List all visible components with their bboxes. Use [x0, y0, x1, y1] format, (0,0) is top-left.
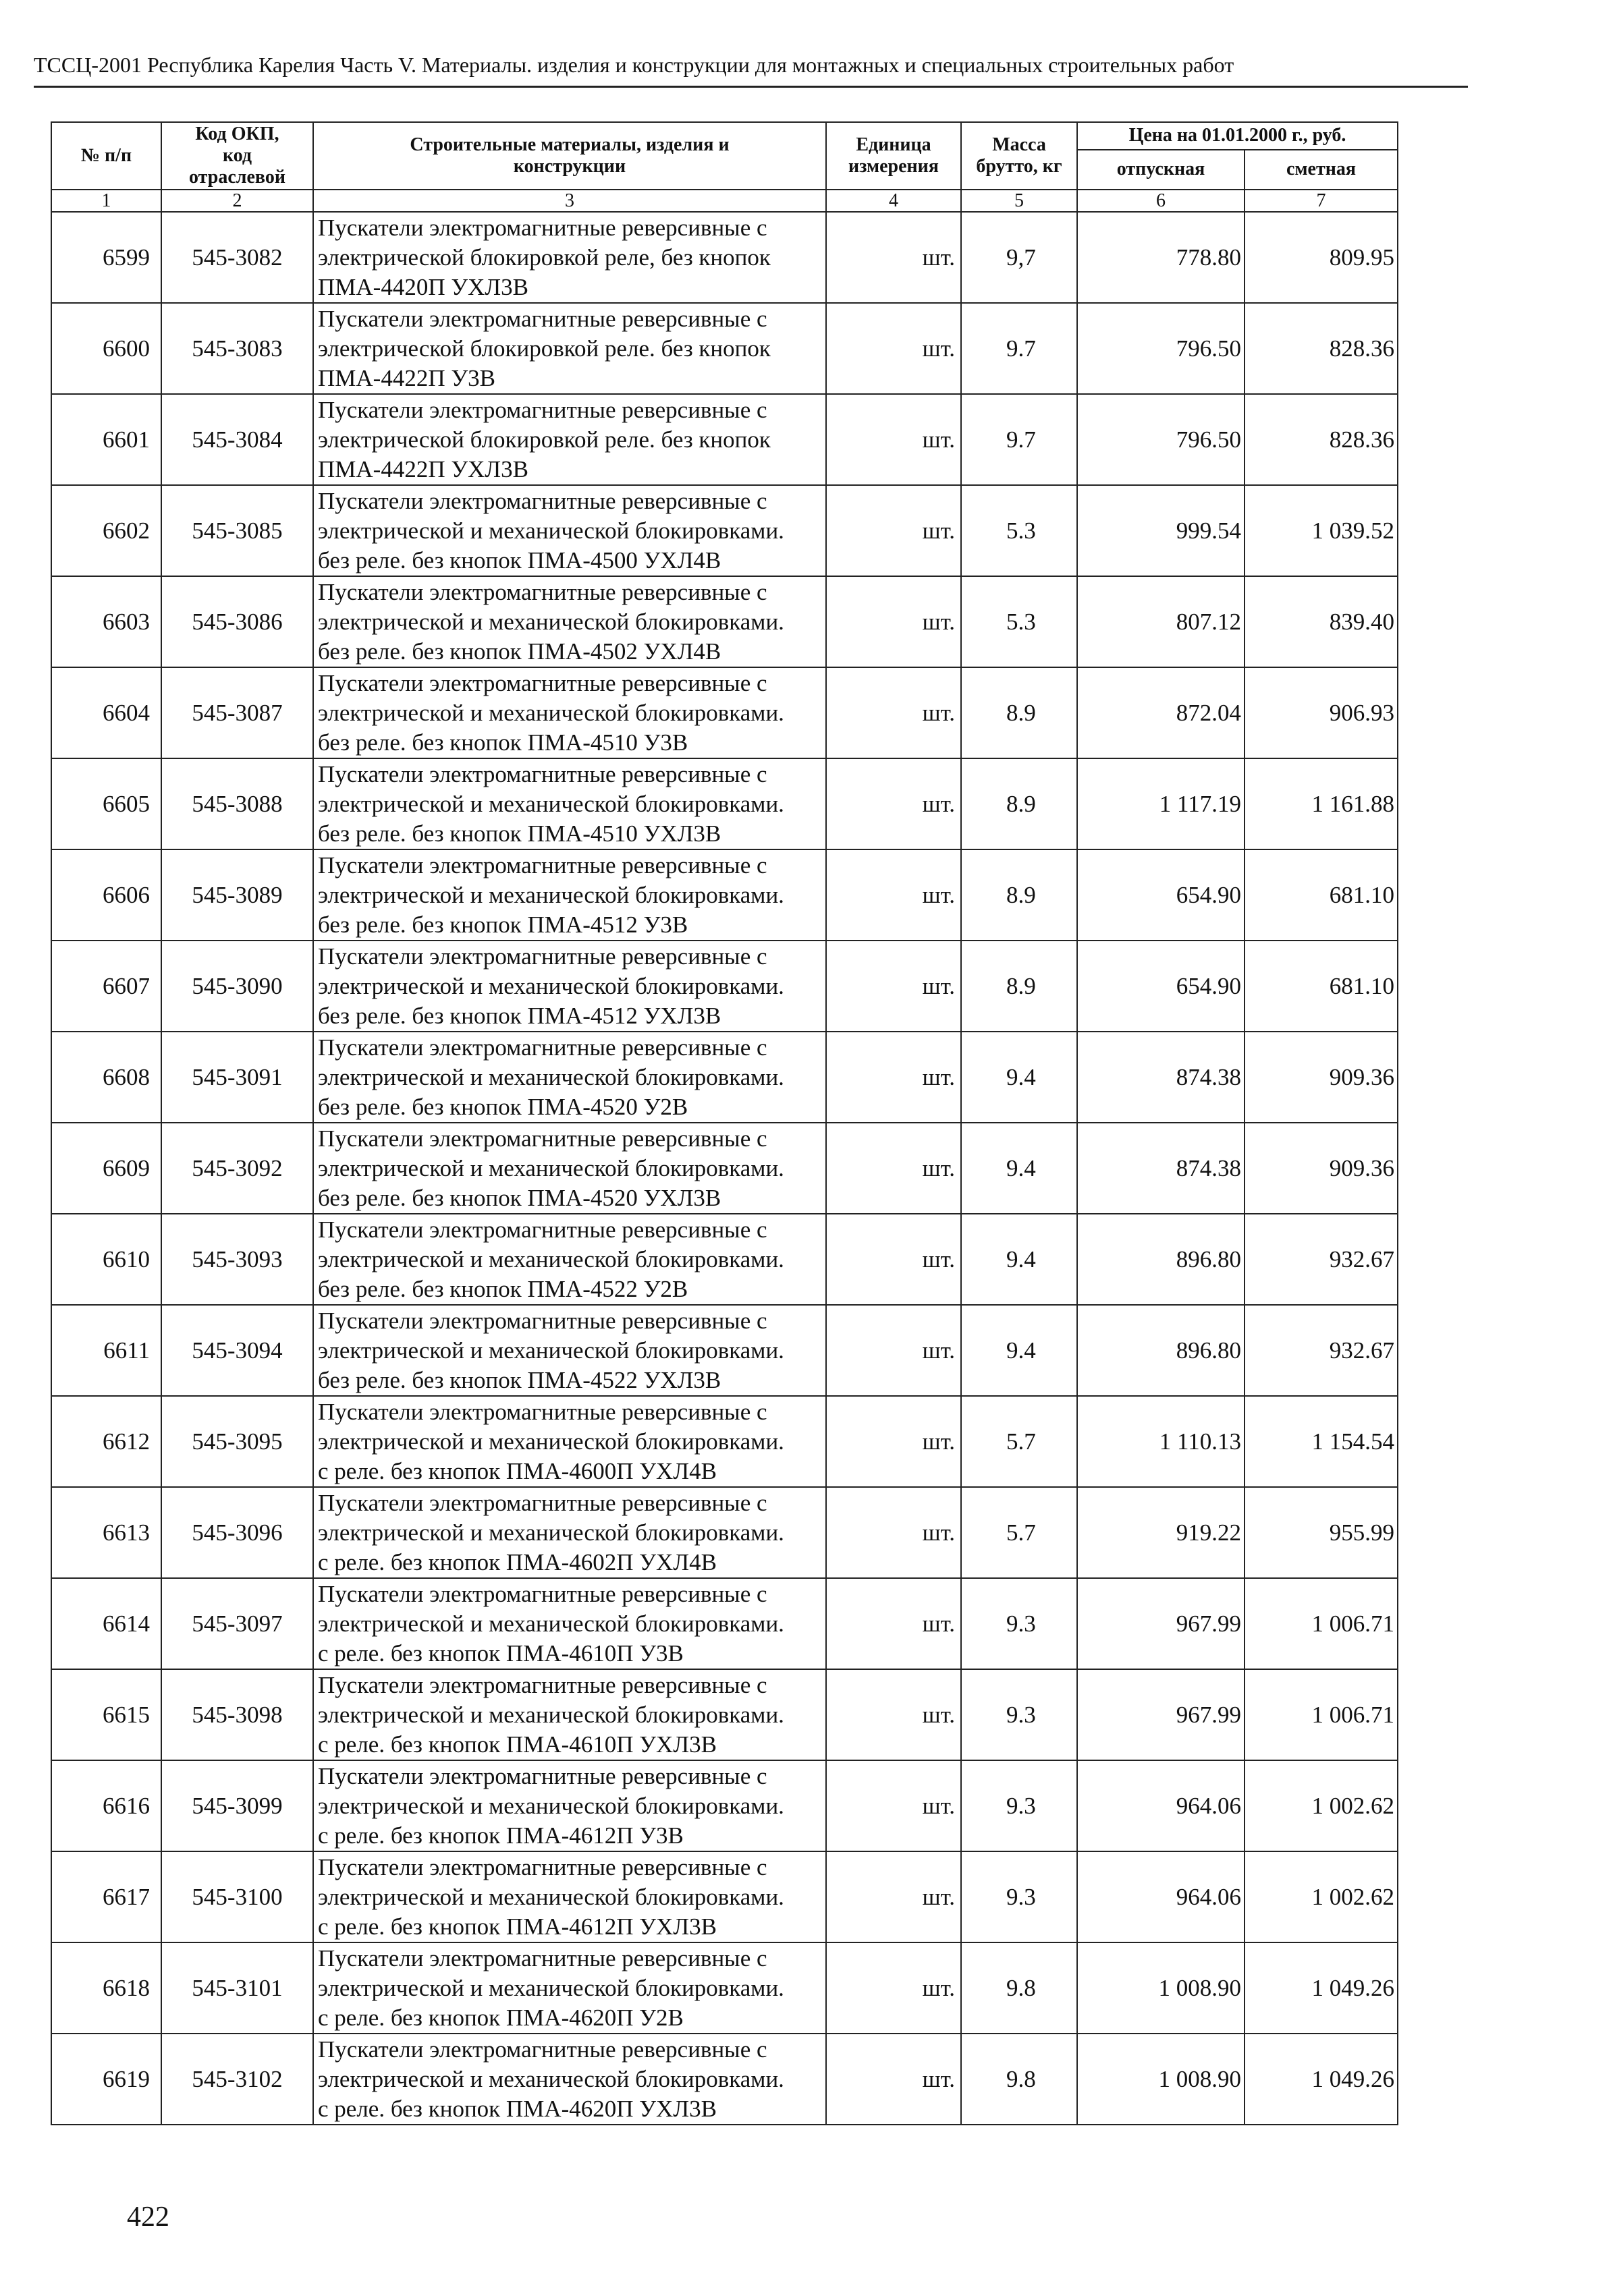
column-number: 3: [313, 190, 826, 212]
header-divider: [34, 86, 1468, 88]
item-number-cell: 6618: [51, 1942, 161, 2034]
release-price-cell: 796.50: [1077, 394, 1245, 485]
description-cell: Пускатели электромагнитные реверсивные с электрической и механической блокировками. без реле. без кнопок ПМА-4510 УХЛ3В: [313, 758, 826, 849]
release-price-cell: 807.12: [1077, 576, 1245, 667]
mass-cell: 5.7: [961, 1396, 1077, 1487]
table-row: [51, 394, 1398, 485]
unit-cell: шт.: [826, 212, 961, 303]
estimate-price-cell: 909.36: [1245, 1123, 1398, 1214]
unit-cell: шт.: [826, 576, 961, 667]
item-number-cell: 6613: [51, 1487, 161, 1578]
estimate-price-cell: 1 006.71: [1245, 1669, 1398, 1760]
description-cell: Пускатели электромагнитные реверсивные с электрической и механической блокировками. без реле. без кнопок ПМА-4510 У3В: [313, 667, 826, 758]
column-number: 4: [826, 190, 961, 212]
item-number-cell: 6606: [51, 849, 161, 941]
mass-cell: 9.4: [961, 1214, 1077, 1305]
release-price-cell: 1 008.90: [1077, 2034, 1245, 2125]
okp-code-cell: 545-3100: [161, 1851, 313, 1942]
release-price-cell: 1 110.13: [1077, 1396, 1245, 1487]
col-header-description: Строительные материалы, изделия и конструкции: [313, 122, 826, 190]
okp-code-cell: 545-3088: [161, 758, 313, 849]
okp-code-cell: 545-3084: [161, 394, 313, 485]
mass-cell: 9.4: [961, 1305, 1077, 1396]
release-price-cell: 896.80: [1077, 1214, 1245, 1305]
estimate-price-cell: 932.67: [1245, 1305, 1398, 1396]
estimate-price-cell: 1 002.62: [1245, 1851, 1398, 1942]
unit-cell: шт.: [826, 758, 961, 849]
mass-cell: 9.7: [961, 394, 1077, 485]
unit-cell: шт.: [826, 485, 961, 576]
description-cell: Пускатели электромагнитные реверсивные с электрической и механической блокировками. с реле. без кнопок ПМА-4600П УХЛ4В: [313, 1396, 826, 1487]
mass-cell: 9,7: [961, 212, 1077, 303]
page-header: ТССЦ-2001 Республика Карелия Часть V. Материалы. изделия и конструкции для монтажных и специальных строительных работ: [34, 53, 1234, 77]
item-number-cell: 6617: [51, 1851, 161, 1942]
release-price-cell: 999.54: [1077, 485, 1245, 576]
release-price-cell: 896.80: [1077, 1305, 1245, 1396]
unit-cell: шт.: [826, 1578, 961, 1669]
table-row: [51, 1123, 1398, 1214]
okp-code-cell: 545-3098: [161, 1669, 313, 1760]
release-price-cell: 1 008.90: [1077, 1942, 1245, 2034]
okp-code-cell: 545-3082: [161, 212, 313, 303]
description-cell: Пускатели электромагнитные реверсивные с электрической и механической блокировками. без реле. без кнопок ПМА-4512 У3В: [313, 849, 826, 941]
table-row: [51, 941, 1398, 1032]
item-number-cell: 6604: [51, 667, 161, 758]
description-cell: Пускатели электромагнитные реверсивные с электрической и механической блокировками. с реле. без кнопок ПМА-4602П УХЛ4В: [313, 1487, 826, 1578]
table-row: [51, 1851, 1398, 1942]
release-price-cell: 874.38: [1077, 1123, 1245, 1214]
table-row: [51, 1305, 1398, 1396]
estimate-price-cell: 955.99: [1245, 1487, 1398, 1578]
estimate-price-cell: 1 002.62: [1245, 1760, 1398, 1851]
description-cell: Пускатели электромагнитные реверсивные с электрической блокировкой реле. без кнопок ПМА-4422П УХЛ3В: [313, 394, 826, 485]
unit-cell: шт.: [826, 1487, 961, 1578]
col-header-price-estimate: сметная: [1245, 150, 1398, 190]
description-cell: Пускатели электромагнитные реверсивные с электрической и механической блокировками. без реле. без кнопок ПМА-4502 УХЛ4В: [313, 576, 826, 667]
description-cell: Пускатели электромагнитные реверсивные с электрической и механической блокировками. без реле. без кнопок ПМА-4500 УХЛ4В: [313, 485, 826, 576]
col-header-no: № п/п: [51, 122, 161, 190]
col-header-price-release: отпускная: [1077, 150, 1245, 190]
description-cell: Пускатели электромагнитные реверсивные с электрической и механической блокировками. с реле. без кнопок ПМА-4610П УХЛ3В: [313, 1669, 826, 1760]
unit-cell: шт.: [826, 1396, 961, 1487]
col-header-unit: Единица измерения: [826, 122, 961, 190]
okp-code-cell: 545-3085: [161, 485, 313, 576]
item-number-cell: 6619: [51, 2034, 161, 2125]
mass-cell: 9.3: [961, 1669, 1077, 1760]
okp-code-cell: 545-3096: [161, 1487, 313, 1578]
estimate-price-cell: 1 039.52: [1245, 485, 1398, 576]
release-price-cell: 964.06: [1077, 1760, 1245, 1851]
item-number-cell: 6603: [51, 576, 161, 667]
col-header-price-group: Цена на 01.01.2000 г., руб.: [1077, 122, 1398, 150]
release-price-cell: 796.50: [1077, 303, 1245, 394]
table-row: [51, 485, 1398, 576]
table-row: [51, 1032, 1398, 1123]
mass-cell: 9.8: [961, 1942, 1077, 2034]
column-number: 5: [961, 190, 1077, 212]
item-number-cell: 6610: [51, 1214, 161, 1305]
unit-cell: шт.: [826, 1669, 961, 1760]
mass-cell: 9.4: [961, 1123, 1077, 1214]
estimate-price-cell: 839.40: [1245, 576, 1398, 667]
release-price-cell: 967.99: [1077, 1669, 1245, 1760]
okp-code-cell: 545-3087: [161, 667, 313, 758]
table-row: [51, 1487, 1398, 1578]
unit-cell: шт.: [826, 1760, 961, 1851]
release-price-cell: 919.22: [1077, 1487, 1245, 1578]
okp-code-cell: 545-3083: [161, 303, 313, 394]
description-cell: Пускатели электромагнитные реверсивные с электрической и механической блокировками. с реле. без кнопок ПМА-4610П У3В: [313, 1578, 826, 1669]
table-row: [51, 212, 1398, 303]
item-number-cell: 6599: [51, 212, 161, 303]
table-row: [51, 1942, 1398, 2034]
description-cell: Пускатели электромагнитные реверсивные с электрической блокировкой реле. без кнопок ПМА-4422П У3В: [313, 303, 826, 394]
unit-cell: шт.: [826, 1032, 961, 1123]
table-row: [51, 303, 1398, 394]
okp-code-cell: 545-3099: [161, 1760, 313, 1851]
price-table: [51, 121, 1398, 2125]
unit-cell: шт.: [826, 941, 961, 1032]
unit-cell: шт.: [826, 394, 961, 485]
unit-cell: шт.: [826, 1942, 961, 2034]
estimate-price-cell: 681.10: [1245, 941, 1398, 1032]
item-number-cell: 6609: [51, 1123, 161, 1214]
estimate-price-cell: 828.36: [1245, 394, 1398, 485]
description-cell: Пускатели электромагнитные реверсивные с электрической и механической блокировками. с реле. без кнопок ПМА-4620П У2В: [313, 1942, 826, 2034]
page-number: 422: [127, 2202, 169, 2233]
estimate-price-cell: 1 154.54: [1245, 1396, 1398, 1487]
mass-cell: 8.9: [961, 941, 1077, 1032]
description-cell: Пускатели электромагнитные реверсивные с электрической и механической блокировками. без реле. без кнопок ПМА-4522 УХЛ3В: [313, 1305, 826, 1396]
description-cell: Пускатели электромагнитные реверсивные с электрической и механической блокировками. без реле. без кнопок ПМА-4520 У2В: [313, 1032, 826, 1123]
mass-cell: 5.7: [961, 1487, 1077, 1578]
column-number-row: [51, 190, 1398, 212]
release-price-cell: 778.80: [1077, 212, 1245, 303]
mass-cell: 9.7: [961, 303, 1077, 394]
item-number-cell: 6614: [51, 1578, 161, 1669]
unit-cell: шт.: [826, 1305, 961, 1396]
table-row: [51, 849, 1398, 941]
release-price-cell: 654.90: [1077, 849, 1245, 941]
mass-cell: 5.3: [961, 576, 1077, 667]
table-row: [51, 1578, 1398, 1669]
mass-cell: 5.3: [961, 485, 1077, 576]
item-number-cell: 6605: [51, 758, 161, 849]
estimate-price-cell: 1 161.88: [1245, 758, 1398, 849]
okp-code-cell: 545-3093: [161, 1214, 313, 1305]
mass-cell: 9.3: [961, 1851, 1077, 1942]
estimate-price-cell: 828.36: [1245, 303, 1398, 394]
okp-code-cell: 545-3101: [161, 1942, 313, 2034]
col-header-mass: Масса брутто, кг: [961, 122, 1077, 190]
col-header-code: Код ОКП, код отраслевой: [161, 122, 313, 190]
mass-cell: 8.9: [961, 758, 1077, 849]
estimate-price-cell: 1 049.26: [1245, 1942, 1398, 2034]
release-price-cell: 1 117.19: [1077, 758, 1245, 849]
estimate-price-cell: 1 006.71: [1245, 1578, 1398, 1669]
column-number: 2: [161, 190, 313, 212]
description-cell: Пускатели электромагнитные реверсивные с электрической и механической блокировками. с реле. без кнопок ПМА-4612П У3В: [313, 1760, 826, 1851]
mass-cell: 8.9: [961, 849, 1077, 941]
item-number-cell: 6608: [51, 1032, 161, 1123]
unit-cell: шт.: [826, 303, 961, 394]
okp-code-cell: 545-3086: [161, 576, 313, 667]
estimate-price-cell: 1 049.26: [1245, 2034, 1398, 2125]
description-cell: Пускатели электромагнитные реверсивные с электрической блокировкой реле, без кнопок ПМА-4420П УХЛ3В: [313, 212, 826, 303]
release-price-cell: 967.99: [1077, 1578, 1245, 1669]
release-price-cell: 874.38: [1077, 1032, 1245, 1123]
table-row: [51, 1669, 1398, 1760]
estimate-price-cell: 681.10: [1245, 849, 1398, 941]
mass-cell: 9.3: [961, 1578, 1077, 1669]
release-price-cell: 654.90: [1077, 941, 1245, 1032]
estimate-price-cell: 809.95: [1245, 212, 1398, 303]
okp-code-cell: 545-3089: [161, 849, 313, 941]
column-number: 6: [1077, 190, 1245, 212]
unit-cell: шт.: [826, 2034, 961, 2125]
table-row: [51, 576, 1398, 667]
item-number-cell: 6600: [51, 303, 161, 394]
okp-code-cell: 545-3097: [161, 1578, 313, 1669]
unit-cell: шт.: [826, 1123, 961, 1214]
unit-cell: шт.: [826, 849, 961, 941]
description-cell: Пускатели электромагнитные реверсивные с электрической и механической блокировками. с реле. без кнопок ПМА-4620П УХЛ3В: [313, 2034, 826, 2125]
okp-code-cell: 545-3095: [161, 1396, 313, 1487]
table-row: [51, 758, 1398, 849]
okp-code-cell: 545-3092: [161, 1123, 313, 1214]
item-number-cell: 6601: [51, 394, 161, 485]
okp-code-cell: 545-3090: [161, 941, 313, 1032]
table-row: [51, 1214, 1398, 1305]
header-row-top: [51, 122, 1398, 150]
column-number: 7: [1245, 190, 1398, 212]
description-cell: Пускатели электромагнитные реверсивные с электрической и механической блокировками. без реле. без кнопок ПМА-4522 У2В: [313, 1214, 826, 1305]
unit-cell: шт.: [826, 1214, 961, 1305]
estimate-price-cell: 906.93: [1245, 667, 1398, 758]
release-price-cell: 872.04: [1077, 667, 1245, 758]
table-row: [51, 2034, 1398, 2125]
description-cell: Пускатели электромагнитные реверсивные с электрической и механической блокировками. с реле. без кнопок ПМА-4612П УХЛ3В: [313, 1851, 826, 1942]
unit-cell: шт.: [826, 667, 961, 758]
estimate-price-cell: 909.36: [1245, 1032, 1398, 1123]
unit-cell: шт.: [826, 1851, 961, 1942]
okp-code-cell: 545-3102: [161, 2034, 313, 2125]
item-number-cell: 6612: [51, 1396, 161, 1487]
item-number-cell: 6607: [51, 941, 161, 1032]
mass-cell: 9.8: [961, 2034, 1077, 2125]
table-row: [51, 1760, 1398, 1851]
estimate-price-cell: 932.67: [1245, 1214, 1398, 1305]
table-body: [51, 190, 1398, 2125]
okp-code-cell: 545-3094: [161, 1305, 313, 1396]
mass-cell: 9.3: [961, 1760, 1077, 1851]
mass-cell: 9.4: [961, 1032, 1077, 1123]
column-number: 1: [51, 190, 161, 212]
description-cell: Пускатели электромагнитные реверсивные с электрической и механической блокировками. без реле. без кнопок ПМА-4512 УХЛ3В: [313, 941, 826, 1032]
okp-code-cell: 545-3091: [161, 1032, 313, 1123]
item-number-cell: 6616: [51, 1760, 161, 1851]
item-number-cell: 6615: [51, 1669, 161, 1760]
mass-cell: 8.9: [961, 667, 1077, 758]
item-number-cell: 6602: [51, 485, 161, 576]
release-price-cell: 964.06: [1077, 1851, 1245, 1942]
description-cell: Пускатели электромагнитные реверсивные с электрической и механической блокировками. без реле. без кнопок ПМА-4520 УХЛ3В: [313, 1123, 826, 1214]
table-row: [51, 667, 1398, 758]
table-row: [51, 1396, 1398, 1487]
item-number-cell: 6611: [51, 1305, 161, 1396]
